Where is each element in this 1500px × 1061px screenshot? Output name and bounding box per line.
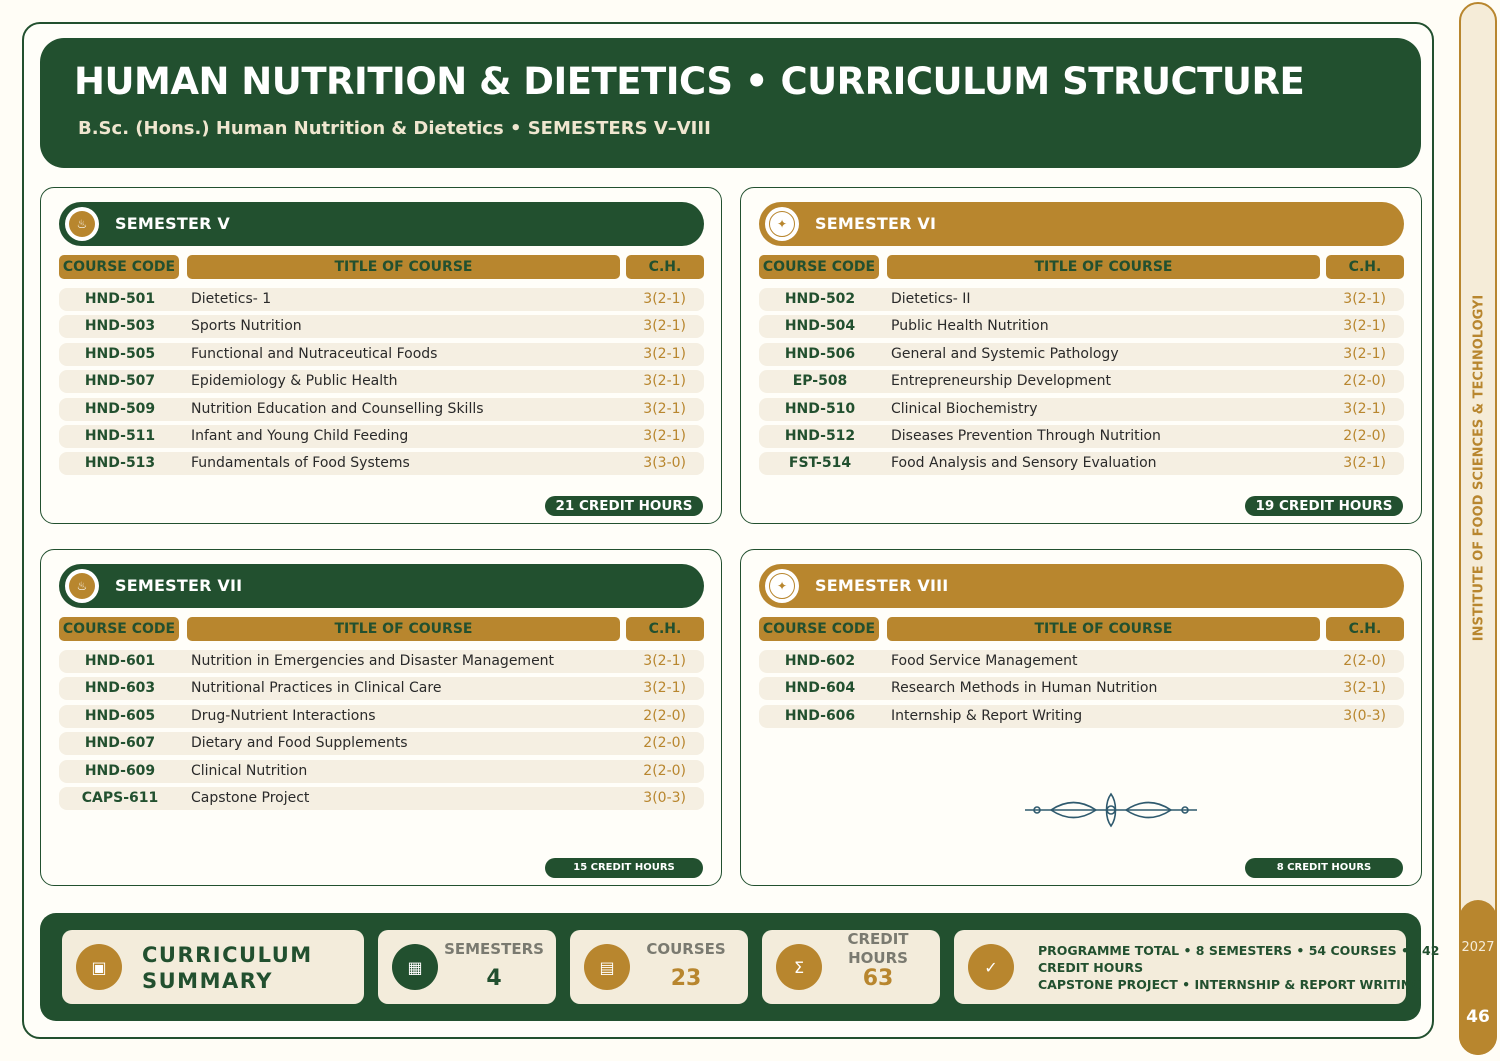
course-code: HND-505 bbox=[84, 345, 156, 362]
credit-label-line1: CREDIT bbox=[847, 930, 909, 948]
page-number: 46 bbox=[1466, 1007, 1490, 1027]
course-code: HND-504 bbox=[784, 318, 856, 335]
sparkle-icon: ✦ bbox=[765, 569, 799, 603]
sparkle-icon: ✦ bbox=[765, 207, 799, 241]
course-ch: 3(2-1) bbox=[643, 400, 686, 417]
course-ch: 3(2-1) bbox=[643, 680, 686, 697]
table-row bbox=[759, 452, 1404, 475]
credit-hours-badge: 21 CREDIT HOURS bbox=[545, 496, 703, 516]
course-title: Entrepreneurship Development bbox=[891, 373, 1111, 390]
course-title: Infant and Young Child Feeding bbox=[191, 427, 409, 444]
course-title: Dietary and Food Supplements bbox=[191, 735, 408, 752]
course-title: Capstone Project bbox=[191, 789, 310, 806]
semester-header bbox=[59, 202, 704, 246]
course-code: HND-506 bbox=[784, 345, 856, 362]
table-row bbox=[759, 705, 1404, 728]
institute-name: INSTITUTE OF FOOD SCIENCES & TECHNOLOGYI bbox=[1471, 294, 1487, 642]
course-title: Fundamentals of Food Systems bbox=[191, 455, 410, 472]
course-code: HND-509 bbox=[84, 400, 156, 417]
summary-title-line2: SUMMARY bbox=[142, 969, 273, 993]
course-title: Clinical Nutrition bbox=[191, 762, 308, 779]
courses-label: COURSES bbox=[646, 940, 726, 958]
course-title: Food Service Management bbox=[891, 653, 1078, 669]
course-ch: 3(2-1) bbox=[1343, 291, 1386, 307]
table-row bbox=[59, 677, 704, 700]
credit-label-line2: HOURS bbox=[848, 949, 908, 967]
course-code: HND-603 bbox=[84, 680, 156, 697]
course-ch: 3(2-1) bbox=[643, 653, 686, 669]
grid-icon: ▦ bbox=[392, 944, 438, 990]
programme-line2: CREDIT HOURS bbox=[1038, 960, 1144, 975]
table-row bbox=[59, 760, 704, 783]
table-row bbox=[759, 315, 1404, 338]
course-code: HND-511 bbox=[84, 427, 156, 444]
course-title: Dietetics- 1 bbox=[191, 291, 272, 307]
col-header-title: TITLE OF COURSE bbox=[887, 255, 1320, 279]
course-code: FST-514 bbox=[788, 455, 852, 472]
course-code: HND-510 bbox=[784, 400, 856, 417]
semester-card-vii bbox=[40, 549, 722, 886]
semesters-value: 4 bbox=[486, 966, 502, 991]
table-row bbox=[59, 315, 704, 338]
course-title: Research Methods in Human Nutrition bbox=[891, 680, 1158, 697]
course-title: Internship & Report Writing bbox=[891, 707, 1083, 724]
credit-label bbox=[828, 930, 928, 968]
check-icon: ✓ bbox=[968, 944, 1014, 990]
semester-title: SEMESTER V bbox=[115, 214, 230, 233]
col-header-title: TITLE OF COURSE bbox=[187, 617, 620, 641]
course-code: HND-604 bbox=[784, 680, 856, 697]
summary-credit-box bbox=[762, 930, 940, 1004]
semester-header bbox=[759, 202, 1404, 246]
course-ch: 3(2-1) bbox=[643, 427, 686, 444]
summary-courses-box bbox=[570, 930, 748, 1004]
course-code: HND-606 bbox=[784, 707, 856, 724]
summary-title-box bbox=[62, 930, 364, 1004]
table-row bbox=[59, 343, 704, 366]
summary-semesters-box bbox=[378, 930, 556, 1004]
course-title: Functional and Nutraceutical Foods bbox=[191, 345, 438, 362]
course-ch: 3(0-3) bbox=[1343, 707, 1386, 724]
course-title: Clinical Biochemistry bbox=[891, 400, 1038, 417]
course-code: HND-609 bbox=[84, 762, 156, 779]
course-ch: 3(2-1) bbox=[1343, 345, 1386, 362]
page-title: HUMAN NUTRITION & DIETETICS • CURRICULUM STRUCTURE bbox=[74, 60, 1305, 103]
programme-line3: CAPSTONE PROJECT • INTERNSHIP & REPORT WRITING bbox=[1038, 977, 1422, 992]
course-title: Sports Nutrition bbox=[191, 318, 302, 335]
course-ch: 2(2-0) bbox=[1343, 373, 1386, 390]
semester-title: SEMESTER VIII bbox=[815, 576, 949, 595]
credit-hours-badge: 15 CREDIT HOURS bbox=[545, 858, 703, 878]
table-row bbox=[759, 650, 1404, 673]
semester-title: SEMESTER VII bbox=[115, 576, 243, 595]
table-row bbox=[59, 398, 704, 421]
course-ch: 2(2-0) bbox=[1343, 653, 1386, 669]
programme-line1: PROGRAMME TOTAL • 8 SEMESTERS • 54 COURSES • 142 bbox=[1038, 943, 1440, 958]
bowl-icon: ♨ bbox=[65, 207, 99, 241]
page-frame bbox=[22, 22, 1440, 1039]
table-row bbox=[759, 370, 1404, 393]
col-header-title: TITLE OF COURSE bbox=[187, 255, 620, 279]
summary-programme-box bbox=[954, 930, 1440, 1004]
semester-card-v bbox=[40, 187, 722, 524]
col-header-code: COURSE CODE bbox=[59, 255, 179, 279]
sigma-icon: Σ bbox=[776, 944, 822, 990]
table-row bbox=[59, 452, 704, 475]
course-title: Public Health Nutrition bbox=[891, 318, 1049, 335]
course-title: General and Systemic Pathology bbox=[891, 345, 1119, 362]
bowl-icon: ♨ bbox=[65, 569, 99, 603]
side-tab-footer bbox=[1459, 900, 1497, 1055]
course-code: EP-508 bbox=[792, 373, 848, 390]
course-code: HND-502 bbox=[784, 291, 856, 307]
col-header-ch: C.H. bbox=[626, 617, 704, 641]
col-header-code: COURSE CODE bbox=[759, 617, 879, 641]
page-header bbox=[40, 38, 1421, 168]
course-code: HND-503 bbox=[84, 318, 156, 335]
course-title: Food Analysis and Sensory Evaluation bbox=[891, 455, 1157, 472]
course-ch: 2(2-0) bbox=[1343, 427, 1386, 444]
course-ch: 3(0-3) bbox=[643, 789, 686, 806]
col-header-code: COURSE CODE bbox=[59, 617, 179, 641]
course-ch: 3(3-0) bbox=[643, 455, 686, 472]
table-row bbox=[759, 288, 1404, 311]
course-code: HND-607 bbox=[84, 735, 156, 752]
col-header-ch: C.H. bbox=[1326, 617, 1404, 641]
course-list bbox=[759, 650, 1404, 732]
col-header-ch: C.H. bbox=[626, 255, 704, 279]
credit-hours-badge: 19 CREDIT HOURS bbox=[1245, 496, 1403, 516]
course-code: CAPS-611 bbox=[81, 789, 159, 806]
course-ch: 3(2-1) bbox=[1343, 318, 1386, 335]
col-header-ch: C.H. bbox=[1326, 255, 1404, 279]
course-ch: 2(2-0) bbox=[643, 762, 686, 779]
course-title: Drug-Nutrient Interactions bbox=[191, 707, 376, 724]
course-ch: 3(2-1) bbox=[1343, 455, 1386, 472]
table-row bbox=[59, 425, 704, 448]
course-list bbox=[59, 288, 704, 480]
course-code: HND-601 bbox=[84, 653, 156, 669]
table-row bbox=[59, 705, 704, 728]
course-code: HND-501 bbox=[84, 291, 156, 307]
course-list bbox=[759, 288, 1404, 480]
list-icon: ▤ bbox=[584, 944, 630, 990]
semester-card-viii bbox=[740, 549, 1422, 886]
table-row bbox=[759, 425, 1404, 448]
semester-header bbox=[759, 564, 1404, 608]
course-code: HND-602 bbox=[784, 653, 856, 669]
course-code: HND-513 bbox=[84, 455, 156, 472]
col-header-title: TITLE OF COURSE bbox=[887, 617, 1320, 641]
table-row bbox=[59, 370, 704, 393]
square-icon: ▣ bbox=[76, 944, 122, 990]
course-code: HND-512 bbox=[784, 427, 856, 444]
course-title: Nutrition in Emergencies and Disaster Management bbox=[191, 653, 555, 669]
course-code: HND-605 bbox=[84, 707, 156, 724]
table-row bbox=[59, 650, 704, 673]
summary-title-line1: CURRICULUM bbox=[142, 943, 313, 967]
course-code: HND-507 bbox=[84, 373, 156, 390]
credit-value: 63 bbox=[862, 966, 894, 991]
course-title: Dietetics- II bbox=[891, 291, 971, 307]
course-ch: 3(2-1) bbox=[1343, 400, 1386, 417]
course-ch: 3(2-1) bbox=[643, 318, 686, 335]
course-title: Diseases Prevention Through Nutrition bbox=[891, 427, 1161, 444]
semesters-label: SEMESTERS bbox=[444, 940, 544, 958]
programme-text bbox=[1038, 942, 1440, 993]
course-title: Epidemiology & Public Health bbox=[191, 373, 398, 390]
year-label: 2027 bbox=[1461, 940, 1495, 955]
table-row bbox=[759, 343, 1404, 366]
course-list bbox=[59, 650, 704, 814]
credit-hours-badge: 8 CREDIT HOURS bbox=[1245, 858, 1403, 878]
page-subtitle: B.Sc. (Hons.) Human Nutrition & Dietetics • SEMESTERS V–VIII bbox=[78, 118, 711, 139]
course-ch: 3(2-1) bbox=[1343, 680, 1386, 697]
curriculum-summary-bar bbox=[40, 913, 1440, 1021]
course-ch: 3(2-1) bbox=[643, 345, 686, 362]
table-row bbox=[759, 677, 1404, 700]
table-row bbox=[759, 398, 1404, 421]
course-title: Nutritional Practices in Clinical Care bbox=[191, 680, 442, 697]
course-ch: 3(2-1) bbox=[643, 373, 686, 390]
ornament-divider-icon bbox=[1021, 790, 1201, 830]
semester-title: SEMESTER VI bbox=[815, 214, 937, 233]
courses-value: 23 bbox=[670, 966, 702, 991]
table-row bbox=[59, 288, 704, 311]
course-ch: 2(2-0) bbox=[643, 735, 686, 752]
course-ch: 3(2-1) bbox=[643, 291, 686, 307]
col-header-code: COURSE CODE bbox=[759, 255, 879, 279]
semester-card-vi bbox=[740, 187, 1422, 524]
semester-header bbox=[59, 564, 704, 608]
course-title: Nutrition Education and Counselling Skills bbox=[191, 400, 484, 417]
summary-title bbox=[142, 942, 313, 994]
course-ch: 2(2-0) bbox=[643, 707, 686, 724]
table-row bbox=[59, 787, 704, 810]
table-row bbox=[59, 732, 704, 755]
